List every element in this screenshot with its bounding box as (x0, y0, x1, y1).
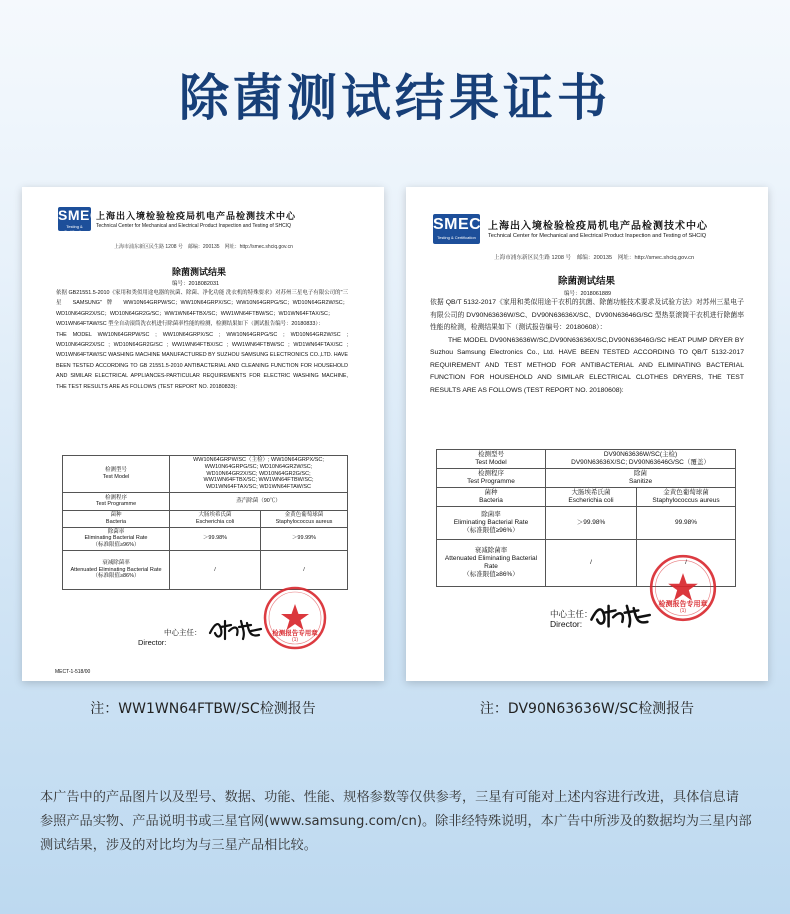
bacteria1-cn: 大肠埃希氏菌 (198, 511, 232, 518)
programme-label-en: Test Programme (95, 501, 137, 508)
programme-label-en: Test Programme (467, 478, 515, 485)
stamp-text: 检测报告专用章 (658, 600, 708, 608)
model-line: WW1WN64FTBX/SC; WW1WN64FTBW/SC; (203, 477, 314, 484)
att1-cell: / (170, 550, 261, 589)
bacteria-label-en: Bacteria (479, 497, 503, 504)
table-row (63, 456, 348, 493)
model-label-cn: 检测型号 (478, 451, 504, 458)
programme-value-cell (546, 469, 736, 488)
model-label-cell (437, 450, 546, 469)
certificate-title: 除菌测试结果 (558, 276, 616, 287)
bacteria2-cell (261, 510, 348, 527)
bacteria-label-cell (63, 510, 170, 527)
director-label-en: Director: (550, 619, 583, 629)
center-name-en: Technical Center for Mechanical and Electrical Product Inspection and Testing of SHCIQ (96, 223, 292, 229)
bacteria-label-cn: 菌种 (110, 511, 122, 518)
model-line: WD1WN64FTAX/SC; WD1WN64FTAW/SC (205, 484, 311, 491)
att-label-cell (63, 550, 170, 589)
model-line: DV90N63636X/SC; DV90N63646G/SC（覆盖） (571, 459, 710, 466)
report-number: 编号：2018082031 (172, 281, 220, 287)
bacteria1-cn: 大肠埃希氏菌 (571, 489, 611, 496)
director-label-en: Director: (138, 638, 167, 647)
statement-paragraph (56, 288, 348, 392)
programme-label-cn: 检测程序 (478, 470, 504, 477)
att-label-cell (437, 540, 546, 587)
att-label-std: （标准限值≥86%） (92, 573, 140, 580)
rate-label-std: （标准限值≥96%） (463, 527, 519, 534)
model-label-en: Test Model (102, 473, 130, 480)
rate-label-cn: 除菌率 (481, 511, 501, 518)
statement-en: THE MODEL DV90N63636W/SC,DV90N63636X/SC,DV90N63646G/SC HEAT PUMP DRYER BY Suzhou Samsung Electronics Co., Ltd. HAVE BEEN TESTED ACCORDING TO QB/T 5132-2017 REQUIREMENT AND TEST METHOD FOR ANTIBACTERIAL AND ELIMINATING BACTERIAL FUNCTION FOR HOUSEHOLD AND SIMILAR ELECTRICAL CLOTHES DRYERS, THE TEST RESULTS ARE AS FOLLOWS (TEST REPORT NO. 20180608): (430, 336, 744, 394)
model-line: DV90N63636W/SC(主检) (603, 451, 678, 458)
bacteria2-en: Staphylococcus aureus (275, 518, 333, 525)
rate-label-cn: 除菌率 (107, 528, 125, 535)
programme-value-cell: 蒸汽除菌（90℃） (170, 492, 348, 510)
table-row (63, 527, 348, 550)
center-address: 上海市浦东新区民生路 1208 号 邮编：200135 网址：http://smec.shciq.gov.cn (494, 255, 695, 261)
bacteria2-cell (637, 488, 736, 507)
certificate-title: 除菌测试结果 (172, 267, 227, 277)
report-number: 编号：2018061889 (564, 291, 612, 297)
bacteria1-en: Escherichia coli (568, 497, 614, 504)
att-label-std: （标准限值≥86%） (463, 571, 519, 578)
bacteria-label-cn: 菌种 (484, 489, 498, 496)
programme-value-en: Sanitize (628, 478, 653, 485)
statement-cn: 依据 QB/T 5132-2017《家用和类似用途干衣机的抗菌、除菌功能技术要求及试验方法》对苏州三星电子有限公司的 DV90N63636W/SC、DV90N63636X/SC、DV90N63646G/SC 型热泵滚筒干衣机进行除菌率性能的检测，检测结果如下（测试报告编号：20180608）： (430, 299, 744, 331)
page-headline: 除菌测试结果证书 (179, 69, 611, 127)
logo-subtext: Testing & Certification (437, 235, 476, 240)
center-address: 上海市浦东新区民生路 1208 号 邮编：200135 网址：http://smec.shciq.gov.cn (114, 244, 293, 250)
table-row (437, 507, 736, 540)
center-name-en: Technical Center for Mechanical and Electrical Product Inspection and Testing of SHCIQ (488, 233, 707, 239)
director-signature (207, 615, 263, 643)
statement-paragraph (430, 297, 744, 397)
certificate-washer (22, 187, 384, 681)
statement-en: THE MODEL WW10N64GRPW/SC ; WW10N64GRPX/SC ; WW10N64GRPG/SC ; WD10N64GR2W/SC ; WD10N64GR2X/SC ; WD10N64GR2G/SC ; WW1WN64FTBX/SC ; WW1WN64FTBW/SC ; WD1WN64FTAX/SC ; WD1WN64FTAW/SC WASHING MACHINE MANUFACTURED BY SUZHOU SAMSUNG ELECTRONICS CO.,LTD. HAVE BEEN TESTED ACCORDING TO GB 21551.5-2010 ANTIBACTERIAL AND CLEANING FUNCTION FOR HOUSEHOLD AND SIMILAR ELECTRICAL APPLIANCES-PARTICULAR REQUIREMENTS FOR ELECTRIC WASHING MACHINE, THE TEST RESULTS ARE AS FOLLOWS (TEST REPORT NO. 20180833): (56, 331, 348, 390)
smec-logo (58, 207, 101, 234)
model-list-cell (546, 450, 736, 469)
rate2-cell: 99.98% (637, 507, 736, 540)
director-signature (588, 599, 652, 631)
center-name-cn: 上海出入境检验检疫局机电产品检测技术中心 (96, 211, 297, 221)
bacteria2-en: Staphylococcus aureus (652, 497, 720, 504)
official-stamp (262, 585, 328, 651)
stamp-number: (1) (291, 637, 299, 643)
att-label-cn: 衰减除菌率 (102, 559, 130, 566)
rate-label-std: （标准限值≥96%） (92, 542, 140, 549)
bacteria1-en: Escherichia coli (195, 518, 235, 525)
logo-text: SMEC (433, 216, 482, 233)
bacteria1-cell (170, 510, 261, 527)
director-label-cn: 中心主任： (164, 628, 202, 637)
center-name-cn: 上海出入境检验检疫局机电产品检测技术中心 (488, 221, 708, 232)
att2-cell: / (637, 540, 736, 587)
official-stamp (648, 553, 718, 623)
model-label-cn: 检测型号 (104, 467, 127, 474)
programme-label-cell (437, 469, 546, 488)
table-row (63, 492, 348, 510)
rate1-cell: ＞99.98% (170, 527, 261, 550)
programme-label-cn: 检测程序 (104, 494, 127, 501)
rate-label-cell (63, 527, 170, 550)
rate-label-en: Eliminating Bacterial Rate (84, 535, 148, 542)
programme-value-cn: 除菌 (634, 470, 647, 477)
table-row (437, 450, 736, 469)
table-row (63, 550, 348, 589)
model-line: WW10N64GRPG/SC; WD10N64GR2W/SC; (204, 463, 313, 470)
table-row (437, 488, 736, 507)
model-line: WD10N64GR2X/SC; WD10N64GR2G/SC; (206, 470, 311, 477)
programme-label-cell (63, 492, 170, 510)
logo-subtext: Testing & Certification (63, 224, 86, 234)
bacteria-label-cell (437, 488, 546, 507)
certificate-dryer (406, 187, 768, 681)
att2-cell: / (261, 550, 348, 589)
caption-washer-report: 注：WW1WN64FTBW/SC检测报告 (90, 701, 316, 717)
model-label-en: Test Model (475, 459, 507, 466)
caption-dryer-report: 注：DV90N63636W/SC检测报告 (479, 701, 695, 717)
bacteria-label-en: Bacteria (105, 518, 127, 525)
stamp-text: 检测报告专用章 (272, 629, 318, 637)
disclaimer-text: 本广告中的产品图片以及型号、数据、功能、性能、规格参数等仅供参考，三星有可能对上述内容进行改进，具体信息请参照产品实物、产品说明书或三星官网(www.samsung.com/cn)。除非经特殊说明，本广告中所涉及的数据均为三星内部测试结果，涉及的对比均为与三星产品相比较。 (40, 790, 752, 853)
bacteria1-cell (546, 488, 637, 507)
model-label-cell (63, 456, 170, 493)
statement-cn: 依据 GB21551.5-2010《家用和类似用途电器的抗菌、除菌、净化功能 洗衣机的特殊要求》对苏州三星电子有限公司的"三星 SAMSUNG"牌 WW10N64GRPW/SC；WW10N64GRPX/SC；WW10N64GRPG/SC；WD10N64GR2W/SC；WD10N64GR2X/SC；WD10N64GR2G/SC；WW1WN64FTBX/SC；WW1WN64FTBW/SC；WD1WN64FTAX/SC；WD1WN64FTAW/SC 型全自动滚筒洗衣机进行除菌率性能的检测，检测结果如下（测试报告编号：20180833）： (56, 290, 348, 328)
logo-text: SMEC (58, 207, 101, 223)
rate-label-cell (437, 507, 546, 540)
stamp-number: (1) (679, 608, 687, 614)
smec-logo (433, 214, 480, 244)
form-code: MECT-1-518/00 (55, 669, 91, 675)
rate1-cell: ＞99.98% (546, 507, 637, 540)
rate2-cell: ＞99.99% (261, 527, 348, 550)
model-line: WW10N64GRPW/SC（主检）; WW10N64GRPX/SC; (193, 457, 324, 463)
results-table (62, 455, 348, 590)
table-row (437, 469, 736, 488)
bacteria2-cn: 金黄色葡萄球菌 (284, 511, 324, 518)
model-list-cell (170, 456, 348, 493)
att-label-en: Attenuated Eliminating Bacterial Rate (444, 555, 538, 570)
att-label-cn: 衰减除菌率 (474, 547, 508, 554)
table-row (63, 510, 348, 527)
att-label-en: Attenuated Eliminating Bacterial Rate (70, 566, 162, 573)
director-label-cn: 中心主任： (550, 609, 593, 619)
att1-cell: / (546, 540, 637, 587)
bacteria2-cn: 金黄色葡萄球菌 (663, 489, 709, 496)
rate-label-en: Eliminating Bacterial Rate (453, 519, 529, 526)
